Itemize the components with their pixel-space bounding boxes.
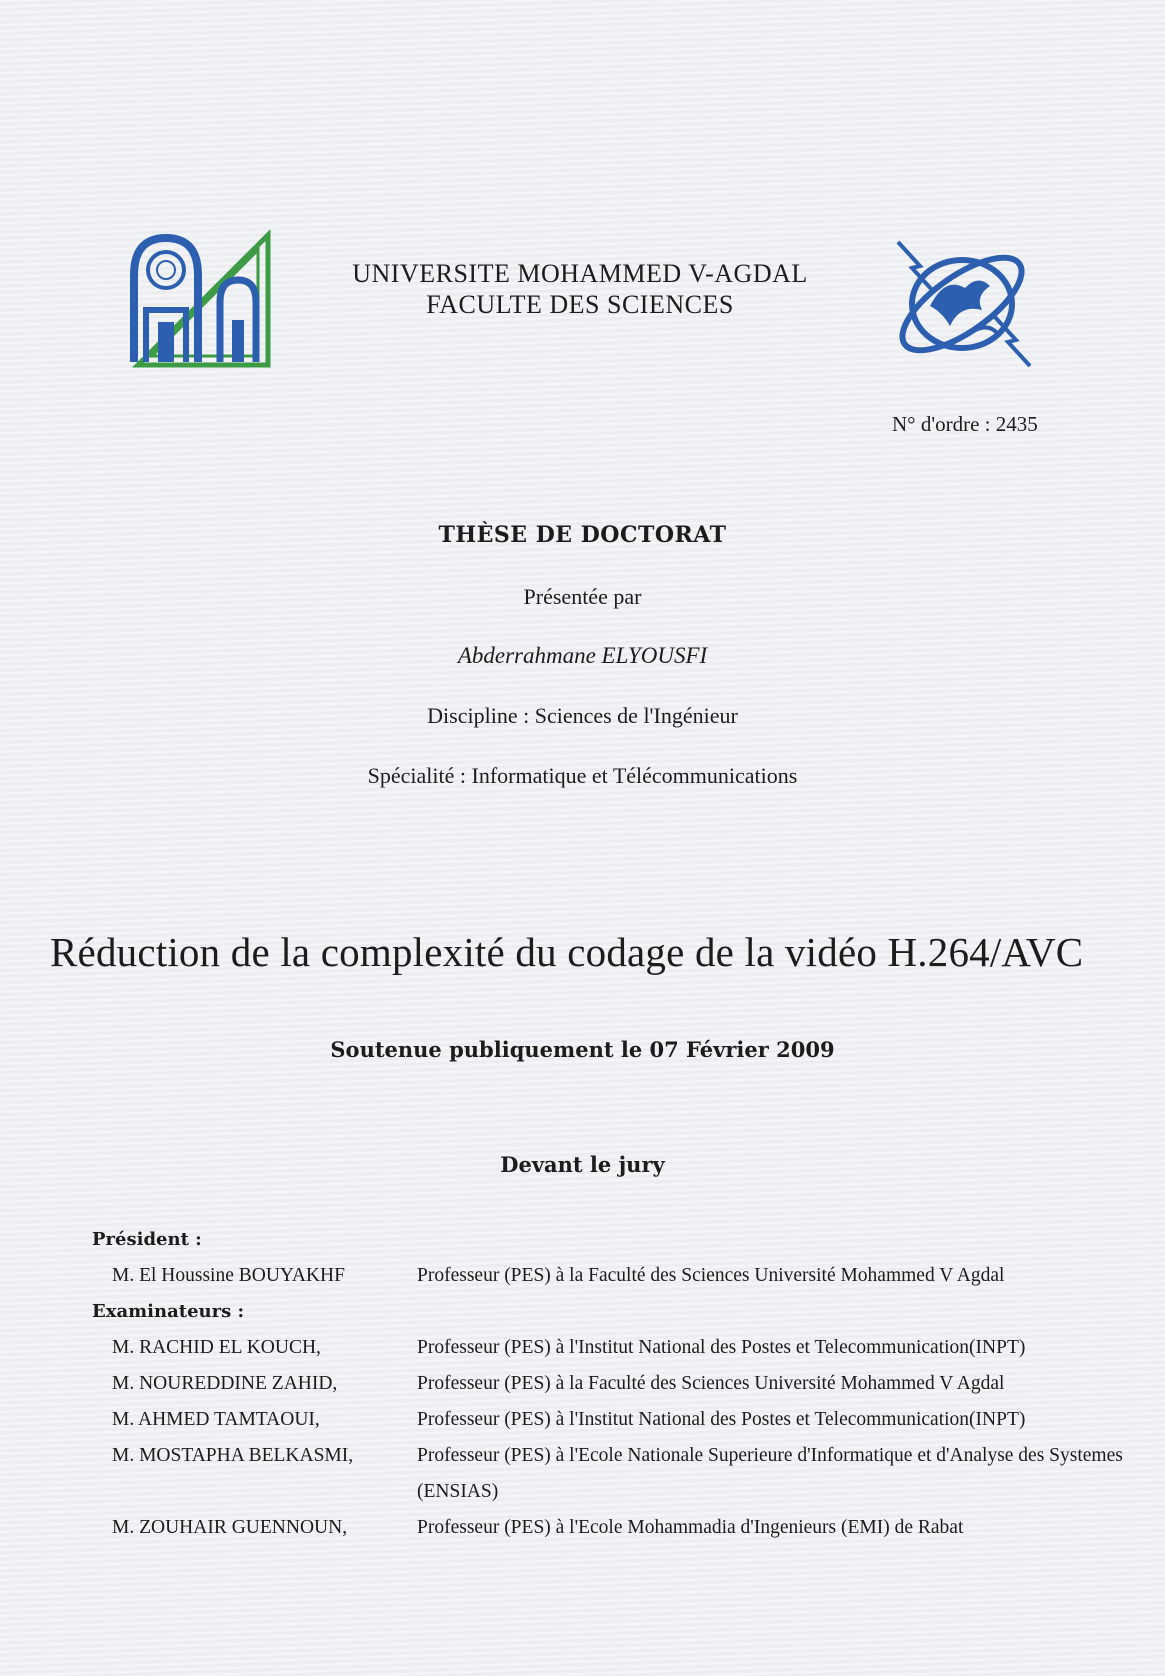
jury-member-name: M. AHMED TAMTAOUI, [112,1409,320,1430]
defense-date: Soutenue publiquement le 07 Février 2009 [330,1037,835,1062]
president-label: Président : [92,1229,202,1250]
faculty-name: FACULTE DES SCIENCES [426,290,734,319]
jury-member-name: M. NOUREDDINE ZAHID, [112,1373,338,1394]
jury-row [92,1438,1152,1510]
jury-row [92,1258,1152,1294]
presented-by: Présentée par [523,584,642,609]
faculty-emblem-icon [890,236,1038,372]
jury-row [92,1366,1152,1402]
jury-member-name: M. RACHID EL KOUCH, [112,1337,321,1358]
university-header [300,258,860,320]
discipline: Discipline : Sciences de l'Ingénieur [427,703,738,728]
jury-row [92,1510,1152,1546]
jury-heading: Devant le jury [500,1152,665,1177]
jury-member-affiliation: Professeur (PES) à l'Ecole Nationale Superieure d'Informatique et d'Analyse des Systemes (ENSIAS) [417,1445,1123,1502]
jury-member-name: M. El Houssine BOUYAKHF [112,1265,345,1286]
university-name: UNIVERSITE MOHAMMED V-AGDAL [352,259,808,288]
thesis-type: THÈSE DE DOCTORAT [438,522,727,548]
jury-row [92,1330,1152,1366]
jury-member-affiliation: Professeur (PES) à l'Ecole Mohammadia d'Ingenieurs (EMI) de Rabat [417,1517,964,1538]
jury-member-affiliation: Professeur (PES) à la Faculté des Sciences Université Mohammed V Agdal [417,1373,1005,1394]
author-name: Abderrahmane ELYOUSFI [457,643,708,668]
jury-member-name: M. MOSTAPHA BELKASMI, [112,1445,354,1466]
thesis-title: Réduction de la complexité du codage de la vidéo H.264/AVC [50,929,1084,975]
university-logo-icon [128,230,274,370]
examiners-label: Examinateurs : [92,1301,245,1322]
jury-row [92,1402,1152,1438]
order-number: N° d'ordre : 2435 [892,412,1038,436]
jury-member-affiliation: Professeur (PES) à la Faculté des Sciences Université Mohammed V Agdal [417,1265,1005,1286]
jury-member-affiliation: Professeur (PES) à l'Institut National des Postes et Telecommunication(INPT) [417,1409,1026,1430]
specialite: Spécialité : Informatique et Télécommunications [367,763,798,788]
jury-member-affiliation: Professeur (PES) à l'Institut National des Postes et Telecommunication(INPT) [417,1337,1026,1358]
jury-list [92,1222,1152,1546]
jury-member-name: M. ZOUHAIR GUENNOUN, [112,1517,348,1538]
